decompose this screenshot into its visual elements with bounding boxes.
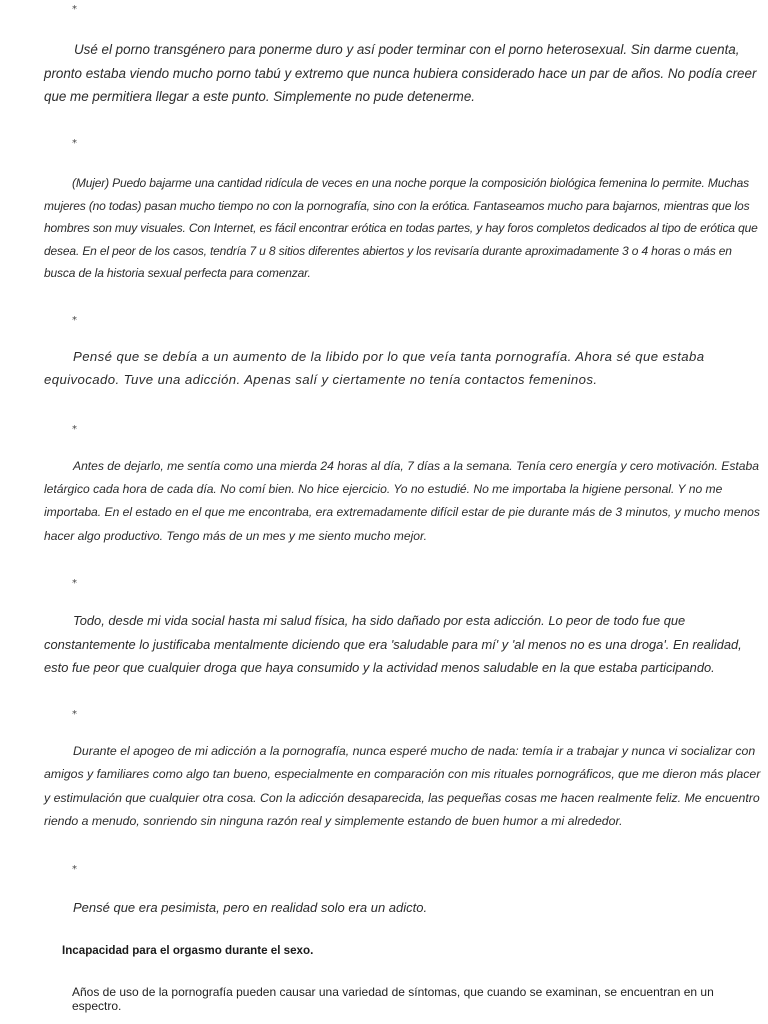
testimony-paragraph: (Mujer) Puedo bajarme una cantidad ridícula de veces en una noche porque la composición biológica femenina lo permite. Muchas mujeres (no todas) pasan mucho tiempo no con la pornografía, sino con la erótica. Fantaseamos mucho para bajarnos, mientras que los hombres son muy visuales. Con Internet, es fácil encontrar erótica en todas partes, y hay foros completos dedicados al tipo de erótica que desea. En el peor de los casos, tendría 7 u 8 sitios diferentes abiertos y los revisaría durante aproximadamente 3 o 4 horas o más en busca de la historia sexual perfecta para comenzar.	[44, 176, 758, 280]
section-marker: *	[72, 424, 77, 435]
section-heading: Incapacidad para el orgasmo durante el sexo.	[62, 944, 314, 957]
testimony-paragraph: Antes de dejarlo, me sentía como una mierda 24 horas al día, 7 días a la semana. Tenía cero energía y cero motivación. Estaba letárgico cada hora de cada día. No comí bien. No hice ejercicio. Yo no estudié. No me importaba la higiene personal. Y no me importaba. En el estado en el que me encontraba, era extremadamente difícil estar de pie durante más de 3 minutos, y mucho menos hacer algo productivo. Tengo más de un mes y me siento mucho mejor.	[44, 459, 760, 543]
testimony-paragraph: Pensé que era pesimista, pero en realidad solo era un adicto.	[73, 900, 428, 915]
section-marker: *	[72, 138, 77, 149]
testimony-paragraph: Todo, desde mi vida social hasta mi salud física, ha sido dañado por esta adicción. Lo peor de todo fue que constantemente lo justificaba mentalmente diciendo que era 'saludable para mí' y 'al menos no es una droga'. En realidad, esto fue peor que cualquier droga que haya consumido y la actividad menos saludable en la que estaba participando.	[44, 613, 742, 675]
section-marker: *	[72, 864, 77, 875]
section-marker: *	[72, 4, 77, 15]
testimony-paragraph: Pensé que se debía a un aumento de la libido por lo que veía tanta pornografía. Ahora sé que estaba equivocado. Tuve una adicción. Apenas salí y ciertamente no tenía contactos femeninos.	[44, 349, 705, 387]
section-marker: *	[72, 315, 77, 326]
testimony-paragraph: Usé el porno transgénero para ponerme duro y así poder terminar con el porno heterosexual. Sin darme cuenta, pronto estaba viendo mucho porno tabú y extremo que nunca hubiera considerado hace un par de años. No podía creer que me permitiera llegar a este punto. Simplemente no pude detenerme.	[44, 42, 757, 104]
section-marker: *	[72, 578, 77, 589]
body-paragraph: Años de uso de la pornografía pueden causar una variedad de síntomas, que cuando se examinan, se encuentran en un espectro.	[72, 985, 714, 1013]
section-marker: *	[72, 709, 77, 720]
testimony-paragraph: Durante el apogeo de mi adicción a la pornografía, nunca esperé mucho de nada: temía ir a trabajar y nunca vi socializar con amigos y familiares como algo tan bueno, especialmente en comparación con mis rituales pornográficos, que me dieron más placer y estimulación que cualquier otra cosa. Con la adicción desaparecida, las pequeñas cosas me hacen realmente feliz. Me encuentro riendo a menudo, sonriendo sin ninguna razón real y simplemente estando de buen humor a mi alrededor.	[44, 744, 761, 828]
